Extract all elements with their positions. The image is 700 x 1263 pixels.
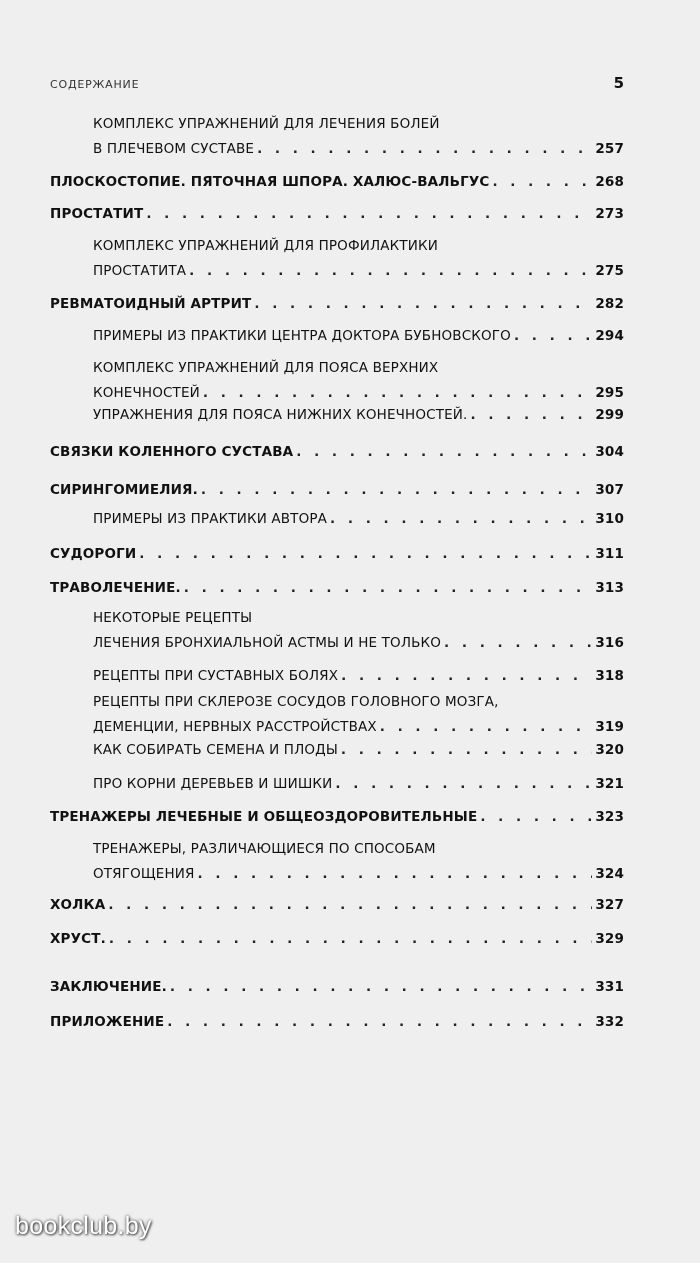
toc-chapter	[50, 975, 624, 1000]
toc-page-number: 323	[595, 809, 624, 825]
page-header	[50, 74, 624, 96]
toc-entry-title: СВЯЗКИ КОЛЕННОГО СУСТАВА	[50, 444, 294, 460]
toc-chapter	[50, 927, 624, 952]
toc-entry-title-line: ТРЕНАЖЕРЫ, РАЗЛИЧАЮЩИЕСЯ ПО СПОСОБАМ	[93, 841, 436, 857]
toc-subsection	[93, 738, 624, 763]
toc-subsection	[93, 234, 624, 284]
dot-leader	[444, 631, 592, 656]
toc-page-number: 299	[595, 407, 624, 423]
toc-page-number: 329	[595, 931, 624, 947]
dot-leader	[492, 170, 592, 195]
toc-subsection	[93, 112, 624, 162]
dot-leader	[480, 805, 592, 830]
toc-entry-title-line: КОМПЛЕКС УПРАЖНЕНИЙ ДЛЯ ПОЯСА ВЕРХНИХ	[93, 360, 439, 376]
toc-chapter	[50, 440, 624, 465]
toc-page-number: 307	[595, 482, 624, 498]
toc-entry-title: ТРАВОЛЕЧЕНИЕ.	[50, 580, 181, 596]
dot-leader	[341, 664, 592, 689]
dot-leader	[108, 893, 592, 918]
toc-entry-title: ПРОСТАТИТА	[93, 263, 187, 279]
toc-entry-title: РЕЦЕПТЫ ПРИ СУСТАВНЫХ БОЛЯХ	[93, 668, 339, 684]
dot-leader	[146, 202, 592, 227]
toc-chapter	[50, 202, 624, 227]
toc-entry-title: УПРАЖНЕНИЯ ДЛЯ ПОЯСА НИЖНИХ КОНЕЧНОСТЕЙ.	[93, 407, 468, 423]
toc-entry-title: КАК СОБИРАТЬ СЕМЕНА И ПЛОДЫ	[93, 742, 338, 758]
running-head: СОДЕРЖАНИЕ	[50, 78, 140, 91]
toc-chapter	[50, 893, 624, 918]
toc-page-number: 268	[595, 174, 624, 190]
toc-chapter	[50, 576, 624, 601]
toc-entry-title-line: КОМПЛЕКС УПРАЖНЕНИЙ ДЛЯ ЛЕЧЕНИЯ БОЛЕЙ	[93, 116, 440, 132]
toc-subsection	[93, 690, 624, 740]
toc-subsection	[93, 837, 624, 887]
toc-subsection	[93, 403, 624, 428]
toc-page-number: 313	[595, 580, 624, 596]
toc-page-number: 316	[595, 635, 624, 651]
toc-entry-title: ЗАКЛЮЧЕНИЕ.	[50, 979, 167, 995]
toc-subsection	[93, 772, 624, 797]
dot-leader	[170, 975, 592, 1000]
toc-entry-title: ПЛОСКОСТОПИЕ. ПЯТОЧНАЯ ШПОРА. ХАЛЮС-ВАЛЬГУС	[50, 174, 490, 190]
dot-leader	[514, 324, 592, 349]
toc-subsection	[93, 507, 624, 532]
toc-chapter	[50, 478, 624, 503]
toc-entry-title: ТРЕНАЖЕРЫ ЛЕЧЕБНЫЕ И ОБЩЕОЗДОРОВИТЕЛЬНЫЕ	[50, 809, 478, 825]
toc-chapter	[50, 542, 624, 567]
toc-page-number: 310	[595, 511, 624, 527]
toc-page-number: 311	[595, 546, 624, 562]
toc-entry-title-line: НЕКОТОРЫЕ РЕЦЕПТЫ	[93, 610, 253, 626]
toc-page-number: 275	[595, 263, 624, 279]
toc-entry-title: ДЕМЕНЦИИ, НЕРВНЫХ РАССТРОЙСТВАХ	[93, 719, 377, 735]
toc-entry-title: ОТЯГОЩЕНИЯ	[93, 866, 195, 882]
toc-entry-title: ПРИМЕРЫ ИЗ ПРАКТИКИ АВТОРА	[93, 511, 328, 527]
dot-leader	[109, 927, 593, 952]
toc-subsection	[93, 324, 624, 349]
toc-page-number: 321	[595, 776, 624, 792]
toc-entry-title: СИРИНГОМИЕЛИЯ.	[50, 482, 198, 498]
toc-entry-title: КОНЕЧНОСТЕЙ	[93, 385, 200, 401]
toc-page-number: 304	[595, 444, 624, 460]
dot-leader	[198, 862, 593, 887]
toc-entry-title: ХОЛКА	[50, 897, 106, 913]
toc-entry-title: СУДОРОГИ	[50, 546, 137, 562]
toc-page-number: 324	[595, 866, 624, 882]
dot-leader	[167, 1010, 592, 1035]
toc-page-number: 273	[595, 206, 624, 222]
toc-page-number: 331	[595, 979, 624, 995]
dot-leader	[189, 259, 592, 284]
toc-page-number: 257	[595, 141, 624, 157]
toc-entry-title-line: КОМПЛЕКС УПРАЖНЕНИЙ ДЛЯ ПРОФИЛАКТИКИ	[93, 238, 439, 254]
dot-leader	[341, 738, 592, 763]
dot-leader	[254, 292, 592, 317]
toc-page-number: 327	[595, 897, 624, 913]
toc-entry-title: ПРИМЕРЫ ИЗ ПРАКТИКИ ЦЕНТРА ДОКТОРА БУБНОВСКОГО	[93, 328, 511, 344]
page-number: 5	[613, 74, 624, 92]
dot-leader	[470, 403, 592, 428]
toc-subsection	[93, 606, 624, 656]
watermark: bookclub.by	[15, 1212, 152, 1240]
toc-page-number: 332	[595, 1014, 624, 1030]
dot-leader	[330, 507, 592, 532]
dot-leader	[201, 478, 592, 503]
toc-entry-title-line: РЕЦЕПТЫ ПРИ СКЛЕРОЗЕ СОСУДОВ ГОЛОВНОГО МОЗГА,	[93, 694, 499, 710]
toc-entry-title: РЕВМАТОИДНЫЙ АРТРИТ	[50, 296, 252, 312]
toc-page-number: 295	[595, 385, 624, 401]
toc-page-number: 319	[595, 719, 624, 735]
toc-entry-title: ПРОСТАТИТ	[50, 206, 144, 222]
toc-chapter	[50, 805, 624, 830]
toc-subsection	[93, 356, 624, 406]
toc-page-number: 294	[595, 328, 624, 344]
toc-subsection	[93, 664, 624, 689]
dot-leader	[139, 542, 592, 567]
toc-chapter	[50, 292, 624, 317]
toc-chapter	[50, 1010, 624, 1035]
toc-entry-title: ПРИЛОЖЕНИЕ	[50, 1014, 165, 1030]
toc-entry-title: ХРУСТ.	[50, 931, 106, 947]
toc-entry-title: ЛЕЧЕНИЯ БРОНХИАЛЬНОЙ АСТМЫ И НЕ ТОЛЬКО	[93, 635, 442, 651]
toc-page-number: 318	[595, 668, 624, 684]
dot-leader	[380, 715, 593, 740]
toc-entry-title: В ПЛЕЧЕВОМ СУСТАВЕ	[93, 141, 255, 157]
dot-leader	[296, 440, 592, 465]
dot-leader	[184, 576, 593, 601]
toc-entry-title: ПРО КОРНИ ДЕРЕВЬЕВ И ШИШКИ	[93, 776, 333, 792]
toc-chapter	[50, 170, 624, 195]
dot-leader	[335, 772, 592, 797]
toc-page-number: 282	[595, 296, 624, 312]
dot-leader	[257, 137, 592, 162]
toc-page-number: 320	[595, 742, 624, 758]
